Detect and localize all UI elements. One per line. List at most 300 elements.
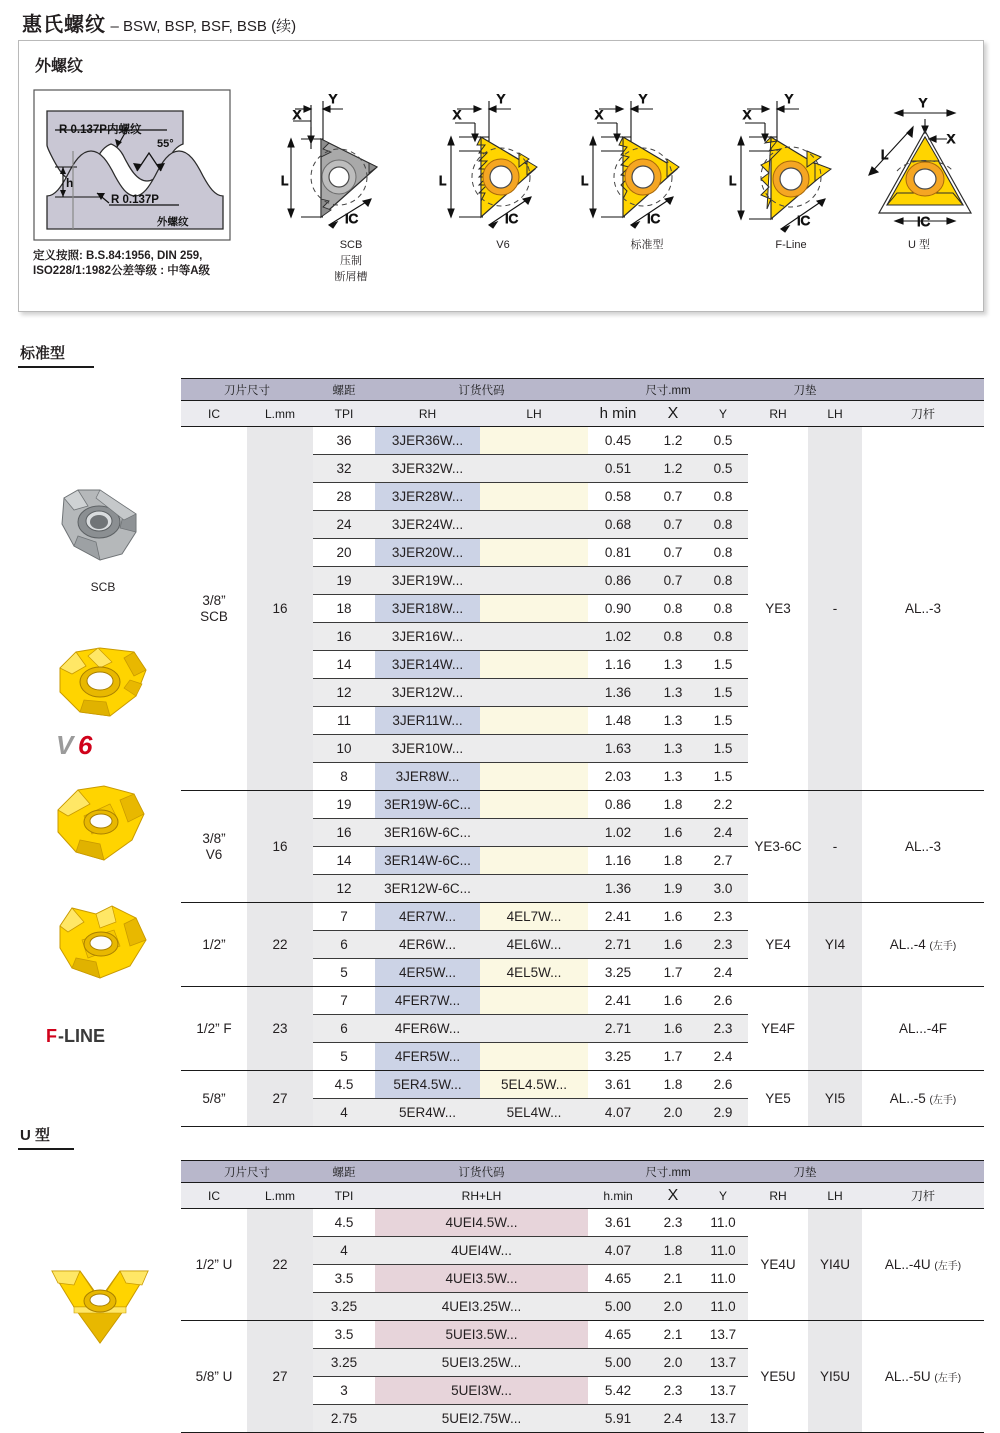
cell-tpi: 12 — [313, 679, 375, 707]
page-title — [22, 8, 296, 37]
u-cell-y: 11.0 — [698, 1237, 748, 1265]
cell-rh-code: 3JER14W... — [375, 651, 480, 679]
cell-lh-code — [480, 427, 588, 455]
cell-lh-code — [480, 595, 588, 623]
u-col-holder: 刀杆 — [862, 1183, 984, 1209]
u-group-holder — [862, 1209, 984, 1321]
cell-tpi: 19 — [313, 791, 375, 819]
holder-note: (左手) — [929, 941, 957, 952]
u-cell-y: 13.7 — [698, 1405, 748, 1433]
cell-y: 2.3 — [698, 1015, 748, 1043]
u-cell-h-min: 4.65 — [588, 1265, 648, 1293]
cell-y: 0.8 — [698, 539, 748, 567]
svg-text:Y: Y — [919, 96, 928, 110]
cell-tpi: 8 — [313, 763, 375, 791]
cell-lh-code — [480, 483, 588, 511]
col-pad-lh: LH — [808, 401, 862, 427]
u-cell-tpi: 3 — [313, 1377, 375, 1405]
cell-tpi: 5 — [313, 1043, 375, 1071]
table-utype-body — [181, 1209, 984, 1433]
photo-v6-logo — [54, 728, 120, 767]
cell-rh-code: 5ER4.5W... — [375, 1071, 480, 1099]
u-cell-y: 11.0 — [698, 1209, 748, 1237]
group-pad-lh — [808, 987, 862, 1071]
cell-rh-code: 3JER10W... — [375, 735, 480, 763]
u-cell-x: 2.3 — [648, 1209, 698, 1237]
u-cell-y: 11.0 — [698, 1293, 748, 1321]
cell-lh-code: 5EL4W... — [480, 1099, 588, 1127]
cell-h-min: 1.02 — [588, 819, 648, 847]
cell-rh-code: 4ER5W... — [375, 959, 480, 987]
cell-rh-code: 4FER5W... — [375, 1043, 480, 1071]
cell-y: 2.6 — [698, 987, 748, 1015]
cell-y: 2.4 — [698, 1043, 748, 1071]
group-holder — [862, 1071, 984, 1127]
cell-rh-code: 3JER32W... — [375, 455, 480, 483]
cell-y: 1.5 — [698, 763, 748, 791]
u-col-y: Y — [698, 1183, 748, 1209]
r-external-label: R 0.137P — [111, 194, 159, 206]
u-cell-y: 13.7 — [698, 1377, 748, 1405]
u-group-insert-size: 5/8” U — [181, 1321, 247, 1433]
u-col-ic: IC — [181, 1183, 247, 1209]
cell-h-min: 0.86 — [588, 791, 648, 819]
cell-y: 2.3 — [698, 903, 748, 931]
group-length-mm: 16 — [247, 427, 313, 791]
cell-x: 1.2 — [648, 427, 698, 455]
svg-text:L: L — [881, 147, 889, 162]
group-insert-size — [181, 427, 247, 791]
cell-rh-code: 3ER19W-6C... — [375, 791, 480, 819]
photo-fline-logo — [44, 1022, 130, 1053]
group-ic-line1: 1/2” — [202, 936, 226, 952]
u-col-hmin: h.min — [588, 1183, 648, 1209]
cell-y: 0.5 — [698, 427, 748, 455]
col-rh: RH — [375, 401, 480, 427]
u-col-tpi: TPI — [313, 1183, 375, 1209]
cell-y: 0.8 — [698, 567, 748, 595]
cell-x: 1.8 — [648, 791, 698, 819]
group-header-dimensions: 尺寸.mm — [588, 379, 748, 401]
cell-rh-code: 3JER18W... — [375, 595, 480, 623]
cell-y: 2.4 — [698, 959, 748, 987]
diagram-panel — [18, 40, 984, 312]
u-cell-h-min: 4.65 — [588, 1321, 648, 1349]
group-pad-rh: YE4F — [748, 987, 808, 1071]
group-header-insert-size: 刀片尺寸 — [181, 379, 313, 401]
cell-y: 0.8 — [698, 595, 748, 623]
u-group-pad-lh: YI5U — [808, 1321, 862, 1433]
svg-text:Y: Y — [497, 92, 506, 106]
group-pad-rh: YE5 — [748, 1071, 808, 1127]
cell-tpi: 14 — [313, 847, 375, 875]
figure-v6-label — [423, 237, 583, 253]
thread-profile-diagram — [33, 89, 231, 241]
figure-utype-label — [839, 237, 999, 253]
cell-rh-code: 4FER7W... — [375, 987, 480, 1015]
cell-h-min: 4.07 — [588, 1099, 648, 1127]
group-header-order-code: 订货代码 — [375, 379, 588, 401]
u-group-length-mm: 22 — [247, 1209, 313, 1321]
u-cell-y: 13.7 — [698, 1349, 748, 1377]
group-holder: AL..-3 — [862, 791, 984, 903]
svg-text:IC: IC — [505, 211, 518, 226]
u-cell-tpi: 4.5 — [313, 1209, 375, 1237]
cell-lh-code — [480, 847, 588, 875]
col-pad-rh: RH — [748, 401, 808, 427]
cell-y: 2.4 — [698, 819, 748, 847]
group-ic-line2: SCB — [200, 608, 228, 624]
figure-scb — [271, 87, 431, 283]
cell-rh-code: 3JER36W... — [375, 427, 480, 455]
cell-h-min: 2.71 — [588, 931, 648, 959]
cell-lh-code — [480, 539, 588, 567]
cell-rh-code: 3JER19W... — [375, 567, 480, 595]
cell-h-min: 1.48 — [588, 707, 648, 735]
cell-rh-code: 3JER16W... — [375, 623, 480, 651]
svg-text:IC: IC — [797, 213, 810, 228]
figure-standard-label — [567, 237, 727, 253]
u-col-lmm: L.mm — [247, 1183, 313, 1209]
u-cell-h-min: 5.42 — [588, 1377, 648, 1405]
cell-x: 0.7 — [648, 511, 698, 539]
col-y: Y — [698, 401, 748, 427]
cell-h-min: 1.36 — [588, 679, 648, 707]
svg-text:IC: IC — [345, 211, 358, 226]
cell-x: 1.2 — [648, 455, 698, 483]
svg-text:-LINE: -LINE — [58, 1026, 105, 1046]
cell-h-min: 0.81 — [588, 539, 648, 567]
group-pad-lh: YI4 — [808, 903, 862, 987]
col-x: X — [648, 401, 698, 427]
table-utype — [181, 1160, 984, 1433]
group-holder: AL..-3 — [862, 427, 984, 791]
holder-note: (左手) — [929, 1095, 957, 1106]
u-holder-code: AL..-4U — [884, 1257, 935, 1272]
cell-x: 1.3 — [648, 763, 698, 791]
svg-text:X: X — [947, 132, 956, 146]
group-insert-size — [181, 1071, 247, 1127]
cell-tpi: 4.5 — [313, 1071, 375, 1099]
table-standard-column-header — [181, 401, 984, 427]
group-ic-line1: 1/2” F — [196, 1020, 232, 1036]
cell-rh-code: 5ER4W... — [375, 1099, 480, 1127]
u-holder-note: (左手) — [934, 1373, 962, 1384]
svg-text:L: L — [581, 173, 589, 188]
cell-tpi: 6 — [313, 1015, 375, 1043]
group-insert-size — [181, 791, 247, 903]
u-group-length-mm: 27 — [247, 1321, 313, 1433]
cell-x: 1.7 — [648, 959, 698, 987]
cell-rh-code: 3JER24W... — [375, 511, 480, 539]
cell-h-min: 2.41 — [588, 987, 648, 1015]
u-cell-code: 4UEI3.5W... — [375, 1265, 588, 1293]
cell-rh-code: 3ER12W-6C... — [375, 875, 480, 903]
table-utype-group-header — [181, 1161, 984, 1183]
svg-text:X: X — [595, 108, 604, 122]
holder-code: AL..-5 — [889, 1091, 930, 1106]
photo-caption-scb: SCB — [90, 580, 116, 594]
table-row — [181, 427, 984, 455]
u-group-header-pitch: 螺距 — [313, 1161, 375, 1183]
group-pad-rh: YE3 — [748, 427, 808, 791]
svg-text:V: V — [56, 730, 74, 760]
figure-v6 — [423, 87, 583, 262]
cell-h-min: 1.36 — [588, 875, 648, 903]
u-group-header-blank — [862, 1161, 984, 1183]
u-cell-tpi: 3.25 — [313, 1293, 375, 1321]
group-holder — [862, 903, 984, 987]
cell-y: 1.5 — [698, 707, 748, 735]
group-pad-lh: - — [808, 427, 862, 791]
u-cell-code: 4UEI4.5W... — [375, 1209, 588, 1237]
cell-x: 1.6 — [648, 987, 698, 1015]
cell-x: 1.6 — [648, 1015, 698, 1043]
cell-h-min: 0.58 — [588, 483, 648, 511]
photo-standard-insert — [38, 780, 162, 877]
cell-y: 1.5 — [698, 651, 748, 679]
cell-tpi: 12 — [313, 875, 375, 903]
group-ic-line2: V6 — [205, 846, 223, 862]
cell-h-min: 0.90 — [588, 595, 648, 623]
u-col-rhlh: RH+LH — [375, 1183, 588, 1209]
u-group-pad-rh: YE4U — [748, 1209, 808, 1321]
section-rule-utype — [18, 1148, 74, 1150]
definition-note — [33, 249, 268, 279]
cell-h-min: 3.25 — [588, 959, 648, 987]
cell-lh-code — [480, 819, 588, 847]
cell-rh-code: 4ER7W... — [375, 903, 480, 931]
svg-text:X: X — [293, 108, 302, 122]
figure-fline-name: F-Line — [775, 239, 807, 251]
panel-heading: 外螺纹 — [35, 58, 84, 75]
col-holder: 刀杆 — [862, 401, 984, 427]
cell-rh-code: 4ER6W... — [375, 931, 480, 959]
group-ic-line1: 3/8” — [202, 592, 226, 608]
cell-y: 2.9 — [698, 1099, 748, 1127]
cell-h-min: 1.16 — [588, 651, 648, 679]
angle-label: 55° — [157, 138, 174, 150]
u-holder-code: AL..-5U — [884, 1369, 935, 1384]
cell-h-min: 0.45 — [588, 427, 648, 455]
group-pad-rh: YE3-6C — [748, 791, 808, 903]
cell-lh-code: 4EL6W... — [480, 931, 588, 959]
col-tpi: TPI — [313, 401, 375, 427]
cell-h-min: 0.51 — [588, 455, 648, 483]
u-group-header-dimensions: 尺寸.mm — [588, 1161, 748, 1183]
cell-y: 0.8 — [698, 511, 748, 539]
cell-h-min: 0.68 — [588, 511, 648, 539]
cell-rh-code: 3ER14W-6C... — [375, 847, 480, 875]
u-group-pad-lh: YI4U — [808, 1209, 862, 1321]
u-cell-code: 5UEI3.25W... — [375, 1349, 588, 1377]
cell-tpi: 18 — [313, 595, 375, 623]
svg-text:IC: IC — [917, 214, 930, 229]
cell-h-min: 2.03 — [588, 763, 648, 791]
cell-lh-code: 4EL7W... — [480, 903, 588, 931]
page-title-cn: 惠氏螺纹 — [22, 14, 106, 36]
cell-x: 1.3 — [648, 735, 698, 763]
photo-fline-insert — [38, 900, 162, 997]
u-cell-code: 4UEI3.25W... — [375, 1293, 588, 1321]
cell-x: 1.6 — [648, 819, 698, 847]
cell-h-min: 1.63 — [588, 735, 648, 763]
table-standard-group-header — [181, 379, 984, 401]
cell-lh-code: 4EL5W... — [480, 959, 588, 987]
cell-lh-code — [480, 1043, 588, 1071]
cell-x: 1.9 — [648, 875, 698, 903]
definition-line-2: ISO228/1:1982公差等级 : 中等A级 — [33, 265, 211, 277]
cell-x: 1.3 — [648, 679, 698, 707]
cell-tpi: 28 — [313, 483, 375, 511]
cell-y: 0.8 — [698, 483, 748, 511]
cell-x: 0.7 — [648, 539, 698, 567]
u-col-pad-lh: LH — [808, 1183, 862, 1209]
cell-lh-code — [480, 679, 588, 707]
cell-tpi: 5 — [313, 959, 375, 987]
col-ic: IC — [181, 401, 247, 427]
cell-x: 0.7 — [648, 483, 698, 511]
cell-h-min: 1.16 — [588, 847, 648, 875]
table-row — [181, 1321, 984, 1349]
u-cell-y: 11.0 — [698, 1265, 748, 1293]
svg-text:F: F — [46, 1026, 57, 1046]
group-length-mm: 27 — [247, 1071, 313, 1127]
cell-tpi: 4 — [313, 1099, 375, 1127]
cell-h-min: 2.71 — [588, 1015, 648, 1043]
cell-rh-code: 3JER8W... — [375, 763, 480, 791]
svg-text:X: X — [743, 108, 752, 122]
holder-code: AL..-4 — [889, 937, 930, 952]
cell-tpi: 10 — [313, 735, 375, 763]
cell-lh-code — [480, 735, 588, 763]
u-cell-tpi: 2.75 — [313, 1405, 375, 1433]
figure-scb-line2: 压制 — [340, 255, 362, 267]
cell-lh-code — [480, 875, 588, 903]
table-row — [181, 791, 984, 819]
cell-rh-code: 3ER16W-6C... — [375, 819, 480, 847]
cell-lh-code — [480, 567, 588, 595]
section-heading-utype: U 型 — [20, 1127, 51, 1144]
group-pad-rh: YE4 — [748, 903, 808, 987]
u-cell-h-min: 5.00 — [588, 1293, 648, 1321]
definition-line-1: 定义按照: B.S.84:1956, DIN 259, — [33, 250, 203, 262]
cell-lh-code — [480, 791, 588, 819]
u-group-header-order-code: 订货代码 — [375, 1161, 588, 1183]
cell-x: 1.7 — [648, 1043, 698, 1071]
cell-x: 2.0 — [648, 1099, 698, 1127]
col-lmm: L.mm — [247, 401, 313, 427]
svg-text:X: X — [453, 108, 462, 122]
svg-text:L: L — [729, 173, 737, 188]
cell-y: 1.5 — [698, 679, 748, 707]
svg-text:L: L — [439, 173, 447, 188]
u-cell-x: 2.1 — [648, 1265, 698, 1293]
cell-tpi: 20 — [313, 539, 375, 567]
cell-tpi: 32 — [313, 455, 375, 483]
table-row — [181, 987, 984, 1015]
u-group-pad-rh: YE5U — [748, 1321, 808, 1433]
u-cell-x: 2.0 — [648, 1293, 698, 1321]
svg-text:Y: Y — [639, 92, 648, 106]
table-standard — [181, 378, 984, 1127]
cell-tpi: 14 — [313, 651, 375, 679]
u-group-insert-size: 1/2” U — [181, 1209, 247, 1321]
u-cell-tpi: 3.5 — [313, 1265, 375, 1293]
u-cell-y: 13.7 — [698, 1321, 748, 1349]
cell-lh-code — [480, 987, 588, 1015]
photo-v6 — [38, 640, 162, 735]
u-cell-x: 2.1 — [648, 1321, 698, 1349]
u-cell-h-min: 3.61 — [588, 1209, 648, 1237]
svg-text:IC: IC — [647, 211, 660, 226]
cell-tpi: 7 — [313, 903, 375, 931]
cell-lh-code — [480, 623, 588, 651]
cell-y: 2.6 — [698, 1071, 748, 1099]
u-cell-tpi: 3.5 — [313, 1321, 375, 1349]
cell-x: 0.8 — [648, 623, 698, 651]
cell-rh-code: 4FER6W... — [375, 1015, 480, 1043]
figure-standard — [567, 87, 727, 262]
cell-tpi: 19 — [313, 567, 375, 595]
section-rule-standard — [18, 366, 94, 368]
group-pad-lh: YI5 — [808, 1071, 862, 1127]
u-col-x: X — [648, 1183, 698, 1209]
u-group-header-shim: 刀垫 — [748, 1161, 862, 1183]
cell-lh-code — [480, 511, 588, 539]
cell-y: 1.5 — [698, 735, 748, 763]
cell-tpi: 11 — [313, 707, 375, 735]
cell-h-min: 3.25 — [588, 1043, 648, 1071]
cell-y: 0.5 — [698, 455, 748, 483]
u-cell-code: 5UEI3.5W... — [375, 1321, 588, 1349]
cell-h-min: 2.41 — [588, 903, 648, 931]
cell-lh-code — [480, 651, 588, 679]
cell-x: 1.6 — [648, 903, 698, 931]
u-cell-code: 4UEI4W... — [375, 1237, 588, 1265]
cell-x: 1.6 — [648, 931, 698, 959]
figure-v6-name: V6 — [496, 239, 510, 251]
svg-text:Y: Y — [329, 92, 338, 106]
u-cell-x: 2.3 — [648, 1377, 698, 1405]
cell-x: 1.8 — [648, 847, 698, 875]
cell-rh-code: 3JER28W... — [375, 483, 480, 511]
group-ic-line1: 5/8” — [202, 1090, 226, 1106]
table-utype-column-header — [181, 1183, 984, 1209]
cell-x: 0.7 — [648, 567, 698, 595]
u-cell-code: 5UEI2.75W... — [375, 1405, 588, 1433]
cell-tpi: 7 — [313, 987, 375, 1015]
cell-tpi: 16 — [313, 819, 375, 847]
u-group-header-insert-size: 刀片尺寸 — [181, 1161, 313, 1183]
cell-lh-code — [480, 455, 588, 483]
cell-y: 2.7 — [698, 847, 748, 875]
cell-rh-code: 3JER12W... — [375, 679, 480, 707]
group-pad-lh: - — [808, 791, 862, 903]
cell-rh-code: 3JER11W... — [375, 707, 480, 735]
group-ic-line1: 3/8” — [202, 830, 226, 846]
cell-y: 0.8 — [698, 623, 748, 651]
u-group-holder — [862, 1321, 984, 1433]
cell-y: 2.3 — [698, 931, 748, 959]
cell-y: 2.2 — [698, 791, 748, 819]
cell-lh-code — [480, 763, 588, 791]
cell-h-min: 0.86 — [588, 567, 648, 595]
cell-rh-code: 3JER20W... — [375, 539, 480, 567]
cell-y: 3.0 — [698, 875, 748, 903]
u-cell-tpi: 3.25 — [313, 1349, 375, 1377]
cell-x: 1.3 — [648, 707, 698, 735]
